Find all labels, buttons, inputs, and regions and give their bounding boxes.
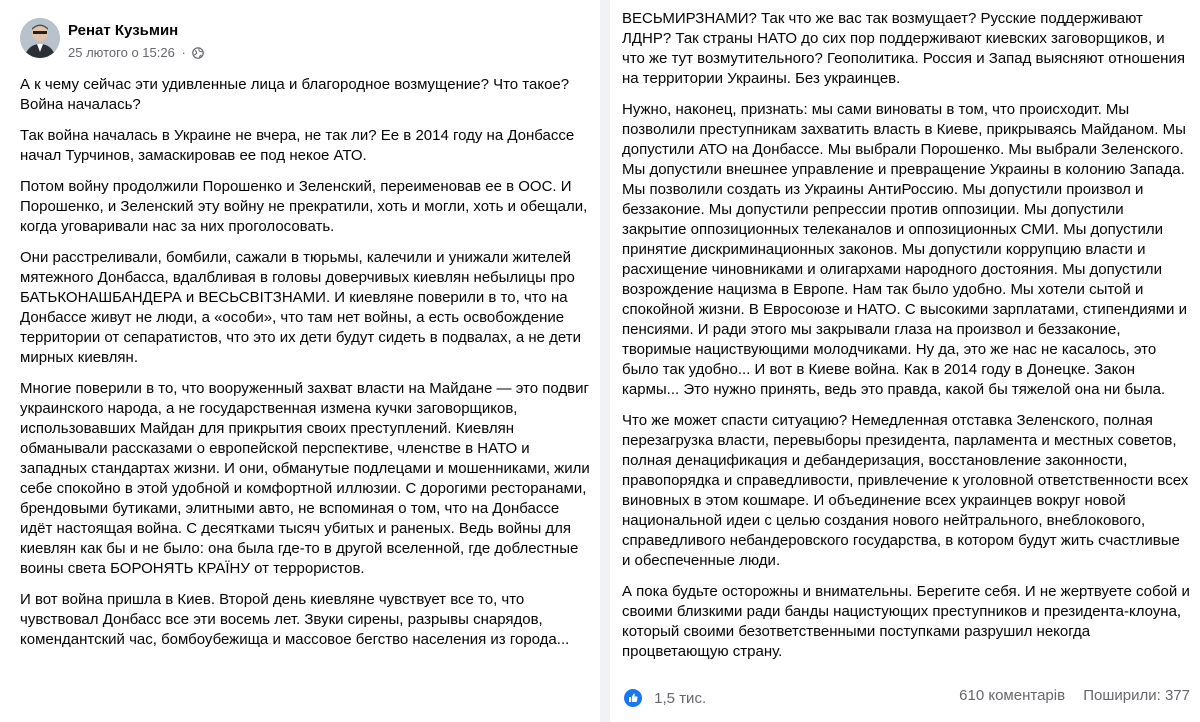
post-meta xyxy=(68,45,204,62)
post-paragraph: Они расстреливали, бомбили, сажали в тюрьмы, калечили и унижали жителей мятежного Донбасса, вдалбливая в головы доверчивых киевлян небылицы про БАТЬКОНАШБАНДЕРА и ВЕСЬСВІТЗНАМИ. И киевляне поверили в то, что на Донбассе живут не люди, а «особи», что там нет войны, а есть освобождение территории от сепаратистов, что это их дети будут сидеть в подвалах, а не дети мирных киевлян. xyxy=(20,249,581,366)
post-paragraph: Так война началась в Украине не вчера, не так ли? Ее в 2014 году на Донбассе начал Турчинов, замаскировав ее под некое АТО. xyxy=(20,127,575,164)
globe-icon xyxy=(192,47,204,62)
shares-count[interactable]: Поширили: 377 xyxy=(1083,687,1190,704)
post-paragraph: Многие поверили в то, что вооруженный захват власти на Майдане — это подвиг украинского народа, а не государственная измена кучки заговорщиков, использовавших Майдан для прикрытия своих преступлений. Киевлян обманывали рассказами о европейской перспективе, членстве в НАТО и западных стандартах жизни. И они, обманутые подлецами и мошенниками, жили себе спокойно в этой удобной и комфортной иллюзии. С дорогими ресторанами, брендовыми бутиками, элитными авто, не вспоминая о том, что на Донбассе идёт настоящая война. С десятками тысяч убитых и раненых. Ведь войны для киевлян как бы и не было: она была где-то в другой вселенной, где доблестные воины света БОРОНЯТЬ КРАЇНУ от террористов. xyxy=(20,380,590,577)
post-footer xyxy=(622,683,1190,713)
post-paragraph: А пока будьте осторожны и внимательны. Берегите себя. И не жертвуете собой и своими близкими ради банды нацистующих преступников и президента-клоуна, который своими безответственными поступками разрушил некогда процветающую страну. xyxy=(622,583,1190,660)
reactions-count[interactable]: 1,5 тис. xyxy=(654,689,707,707)
post-paragraph: А к чему сейчас эти удивленные лица и благородное возмущение? Что такое? Война началась? xyxy=(20,76,570,113)
like-icon xyxy=(622,687,644,709)
post-body-left xyxy=(20,75,590,661)
meta-separator: · xyxy=(181,45,186,60)
reactions-summary[interactable] xyxy=(622,687,706,709)
post-paragraph: Что же может спасти ситуацию? Немедленная отставка Зеленского, полная перезагрузка власти, перевыборы президента, парламента и местных советов, полная денацификация и дебандеризация, восстановление законности, правопорядка и справедливости, привлечение к уголовной ответственности всех виновных в этом кошмаре. И объединение всех украинцев вокруг новой национальной идеи с целью создания нового нейтрального, внеблокового, справедливого небандеровского государства, в котором будут жить счастливые и обеспеченные люди. xyxy=(622,412,1189,569)
post-paragraph: Нужно, наконец, признать: мы сами виноваты в том, что происходит. Мы позволили преступникам захватить власть в Киеве, прикрываясь Майданом. Мы допустили АТО на Донбассе. Мы выбрали Порошенко. Мы выбрали Зеленского. Мы допустили внешнее управление и превращение Украины в колонию Запада. Мы позволили создать из Украины АнтиРоссию. Мы допустили произвол и беззаконие. Мы допустили репрессии против оппозиции. Мы допустили закрытие оппозиционных телеканалов и оппозиционных СМИ. Мы допустили принятие дискриминационных законов. Мы допустили коррупцию власти и расхищение чиновниками и олигархами народного достояния. Мы допустили возрождение нацизма в Европе. Нам так было удобно. Мы хотели сытой и спокойной жизни. В Евросоюзе и НАТО. С высокими зарплатами, стипендиями и пенсиями. И ради этого мы закрывали глаза на произвол и беззаконие, творимые нациствующими молодчиками. Ну да, это же нас не касалось, это было так удобно... И вот в Киеве война. Как в 2014 году в Донецке. Закон кармы... Это нужно принять, ведь это правда, какой бы тяжелой она ни была. xyxy=(622,101,1187,398)
post-paragraph: Потом войну продолжили Порошенко и Зеленский, переименовав ее в ООС. И Порошенко, и Зеленский эту войну не прекратили, хоть и могли, хоть и обещали, когда уговаривали нас за них проголосовать. xyxy=(20,178,588,235)
post-paragraph: И вот война пришла в Киев. Второй день киевляне чувствует все то, что чувствовал Донбасс все эти восемь лет. Звуки сирены, разрывы снарядов, комендантский час, бомбоубежища и массовое бегство населения из города... xyxy=(20,591,570,648)
post-timestamp[interactable]: 25 лютого о 15:26 xyxy=(68,45,175,60)
engagement-stats xyxy=(945,687,1190,704)
avatar[interactable] xyxy=(20,18,60,58)
post-body-right xyxy=(622,9,1190,673)
post-paragraph: ВЕСЬМИРЗНАМИ? Так что же вас так возмущает? Русские поддерживают ЛДНР? Так страны НАТО до сих пор поддерживают киевских заговорщиков, и что же тут возмутительного? Геополитика. Россия и Запад выясняют отношения на территории Украины. Без украинцев. xyxy=(622,10,1185,87)
author-name[interactable]: Ренат Кузьмин xyxy=(68,22,179,39)
post-right-card xyxy=(610,0,1200,722)
comments-count[interactable]: 610 коментарів xyxy=(959,687,1066,704)
